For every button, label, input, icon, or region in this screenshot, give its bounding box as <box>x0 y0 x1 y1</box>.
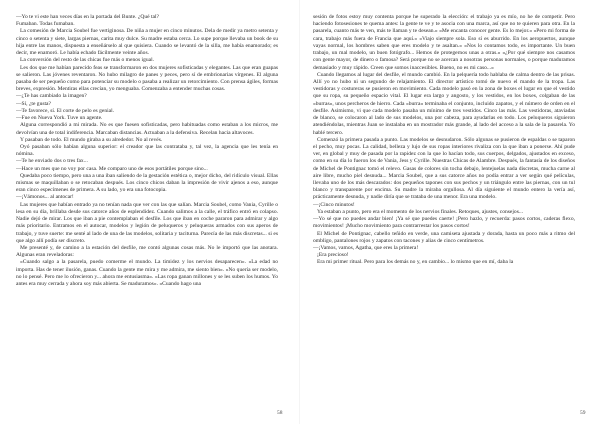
right-paragraph-7: El Michel de Pontignac, cabello teñido en verde, una camiseta ajustada y dorada, hasta un poco más a ritmo del ombligo, pantalones rojos y zapatos con tacones y alias de cinco centímetros. <box>313 230 575 244</box>
left-paragraph-19: «Cuando salgo a la pasarela, puedo comerme el mundo. La timidez y los nervios desaparecen». «La edad no importa. Has de tener ilusión, ganas. Cuando la gente me mira y me admira, me siento bien». «No quería ser modelo, no lo pensé. Pero me lo ofrecieron y... ahora me entusiasma». «Las ropa ganan millones y se les suben los humos. Yo antes era muy cerrada y ahora soy más abierta. Se maduramos». «Cuando hago una <box>16 259 278 288</box>
left-paragraph-5: Les dos que me habían parecido feas se transformaron en dos mujeres sofisticadas y elegantes. Las que eran guapas se salieron. Las jóvenes reventaron. No hubo milagro de panes y peces, pero sí de embrionarias vírgenes. El alguna pasaba de ser pequeño como para potenciar su modelo o pasaba a realizar un retorcimiento. Con prensa ágiles, formas breves, expresión. Mentiras ellas crecían, yo menguaba. Comenzaba a entender muchas cosas. <box>16 64 278 93</box>
right-paragraph-8: —¡Vamos, vamos, Agatha, que eres la primera! <box>313 245 419 251</box>
right-paragraph-2: Cuando llegamos al lugar del desfile, el mundo cambió. En la pelquería todo hablaba de calma dentro de las prisas. Allí yo no hubo ni un segundo de relajamiento. El director artístico tomó de nuevo el mando de la tropa. Las vestidoras y costureras se pusieron en movimiento. Cada modelo pasó en la zona de boxes el lugar en que el vestido que su ropa, su pequeño espacio vital. El lugar era largo y angosto, y los vestidos, en los boxes, colgaban de las «burras», unos percheros de hierro. Cada «burra» terminaba el conjunto, incluido zapatos, y el número de orden en el desfile. Asimismo, vi que cada modelo pasaba un mínimo de tres vestidos. Cinco las más. Las vestidoras, ataviadas de blanco, se colocaron al lado de sus modelos, una por cabeza, para ayudarlas en todo. Los peluqueros siguieron atendiéndolas, mientras Juan se instalaba en un mostrador más grande, al lado del acceso a la sala de la pasarela. Yo hablé tercero. <box>313 71 575 136</box>
left-paragraph-7: —Sí, ¿te gusta? <box>16 100 51 107</box>
left-page-number: 58 <box>277 410 283 416</box>
right-paragraph-4: —¡Cinco minutos! <box>313 201 355 208</box>
left-paragraph-1: —Yo te vi este han veces días en la portada del Bunte. ¿Qué tal? <box>16 14 159 20</box>
gutter-divider <box>299 0 300 424</box>
right-paragraph-5: Ya estaban a punto, pero era el momento de los nervios finales. Retoques, ajustes, consejos... <box>317 208 524 215</box>
left-paragraph-9: —Fue en Nueva York. Tuve un agente. <box>16 115 103 122</box>
left-paragraph-12: Oyó pasaban sólo habían alguna superior: el creador que las contrataba y, tal vez, la agencia que les tenía en nómina. <box>16 143 278 158</box>
left-paragraph-14: —Hace un mes que no voy por casa. Me comparo uno de esos portátiles porque sino... <box>16 165 208 172</box>
right-paragraph-6: —Yo sé que no puedes andar bien! ¡Ya sé que puedes caerte! ¡Pero hazlo, y recuerda: pasos cortos, caderas flexo, movimientos! ¡Mucho movimiento para contrarrestar los pasos cortos! <box>313 216 575 230</box>
left-paragraph-10: Alguna correspondió a mi mirada. No es que fuesen sofisticadas, pero habituadas como estaban a los micros, me devolvían una de total indiferencia. Marcaban distancias. Actuaban a la defensiva. Recelan hacia altavoces. <box>16 122 278 136</box>
left-paragraph-2: Fumaban. Todas fumaban. <box>16 21 75 28</box>
left-paragraph-16: —¡Vámonos... al antocar! <box>16 194 74 201</box>
left-paragraph-18: Me presenté y, de camino a la estación del desfile, me contó algunas cosas más. No le importó que las anotara. Algunas eran reveladoras: <box>16 245 278 259</box>
left-paragraph-13: —Te he enviado dos o tres fax... <box>16 158 88 165</box>
left-paragraph-6: —¿Te has cambiado la imagen? <box>16 93 87 100</box>
left-paragraph-15: Quedaba poco tiempo, pero una a una iban saliendo de la gestación estética o, mejor dicho, del ridículo visual. Ellas mismas se maquillaban o se retocaban después. Los cinco chicos daban la impresión de vivir ajenos a eso, aunque eran cinco especímenes de primera. A su lado, yo era una fotocopia. <box>16 172 278 194</box>
left-paragraph-4: La conversión del resto de las chicas fue más o menos igual. <box>20 57 155 64</box>
left-paragraph-8: —Te favorece, sí. El corte de pelo es genial. <box>16 107 115 114</box>
right-paragraph-1: sesión de fotos estoy muy contenta porque he superado la elección: el trabajo ya es mío, no he de competir. Pero haciendo fotosesiones te quema antes: la gente te ve y te asocia con una marca, así que no te quieren para otra. En la pasarela, cuanto más te ven, más te llaman y te desean.» «Me encanta conocer gente. Es lo mejor.» «Pero mi forma de cara, trabajo más fuera de Francia que aquí.» «Viajo siempre sola. Eso sí es aburrido. En los aeropuertos, aunque vayas normal, los hombres saben que eres modelo y te asaltan.» «Nos lo contamos todo, es importante. Un buen trabajo, un mal modelo, un buen fotógrafo... Hemos de protegernos unas a otras.» «¿Por qué siempre nos casamos con gente mayor, de dinero o famosa? Será porque no se acercan a nosotras personas normales, o porque maduramos demasiado y muy rápido. Creen que somos inaccesibles. Bueno, no es mi caso...» <box>313 14 575 71</box>
left-page <box>16 14 278 404</box>
right-page <box>313 14 575 404</box>
right-paragraph-3: Comenzó la primera pasada a punto. Las modelos se desnudaron. Sólo algunas se pusieron de espaldas o se taparon el pecho, muy pocas. La calidad, belleza y lujo de sus ropas interiores rivaliza con la que iban a ponerse. Ahí pude ver, en global y muy de pasada por la rapidez con la que lo hacían todo, sus cuerpos, delgados, ajustados en exceso, como en su día lo fueron los de Vania, Jess y Cyrille. Nuestras Chicas de Alambre. Después, la fantasía de los diseños de Michel de Pontignac tomó el relevo. Gasas de colores sin tocha debajo, lentejuelas nada discretas, mucha carne al aire libre, mucho piel desnuda... Marcia Soubel, que a sus catorce años no podía entrar a ver según qué películas, llevaba uno de los más descarados: dos pequeños tapones con sus pechos y un triángulo entre las piernas, con un tul blanco y transparente por encima. Su madre la miraba orgullosa. Al día siguiente el mundo entero la vería así, prácticamente desnuda, y nadie diría que se trataba de una menor. Era una modelo. <box>313 136 575 201</box>
left-paragraph-17: Las mujeres que habían entrado ya no tenían nada que ver con las que salían. Marcia Soubel, como Vania, Cyrille o lesa en su día, brillaba desde sus catorce años de esplendidez. Cuando salimos a la calle, el tráfico entró en colapso. Nadie dejó de mirar. Los que iban a pie contemplaban el desfile. Los que iban en coche pararon para admirar y algo más prioritario. Entramos en el autocar, modelos y legión de peluqueros y peluqueras armados con sus aperos de trabajo, y tuve suerte: me senté al lado de una de las modelos, solitaria y taciturna. Parecía de las más discretas... si es que algo allí podía ser discreto. <box>16 201 278 244</box>
right-paragraph-9: ¡Era precioso! <box>317 252 349 259</box>
left-paragraph-3: La comesión de Marcia Soubel fue vertiginosa. De niña a mujer en cinco minutos. Dela de medir ya metro setenta y cinco o setenta y siete, largas piernas, carita muy dulce. Su madre estaba cerca. Lo supe porque llevaba un book de su hija entre las manos, dispuesta a enseñárselo al que quisiera. Cuando se levantó de la silla, me había enamorado; es decir, me enamoró. Le había echado fácilmente veinte años. <box>16 28 278 57</box>
right-paragraph-10: Era mi primer ritual. Pero para los demás no y, en cambio... lo mismo que en mí, daba la <box>317 259 514 266</box>
left-paragraph-11: Y pasaban de todo. El mundo giraba a su alrededor. No al revés. <box>20 136 163 143</box>
right-page-number: 59 <box>580 410 586 416</box>
